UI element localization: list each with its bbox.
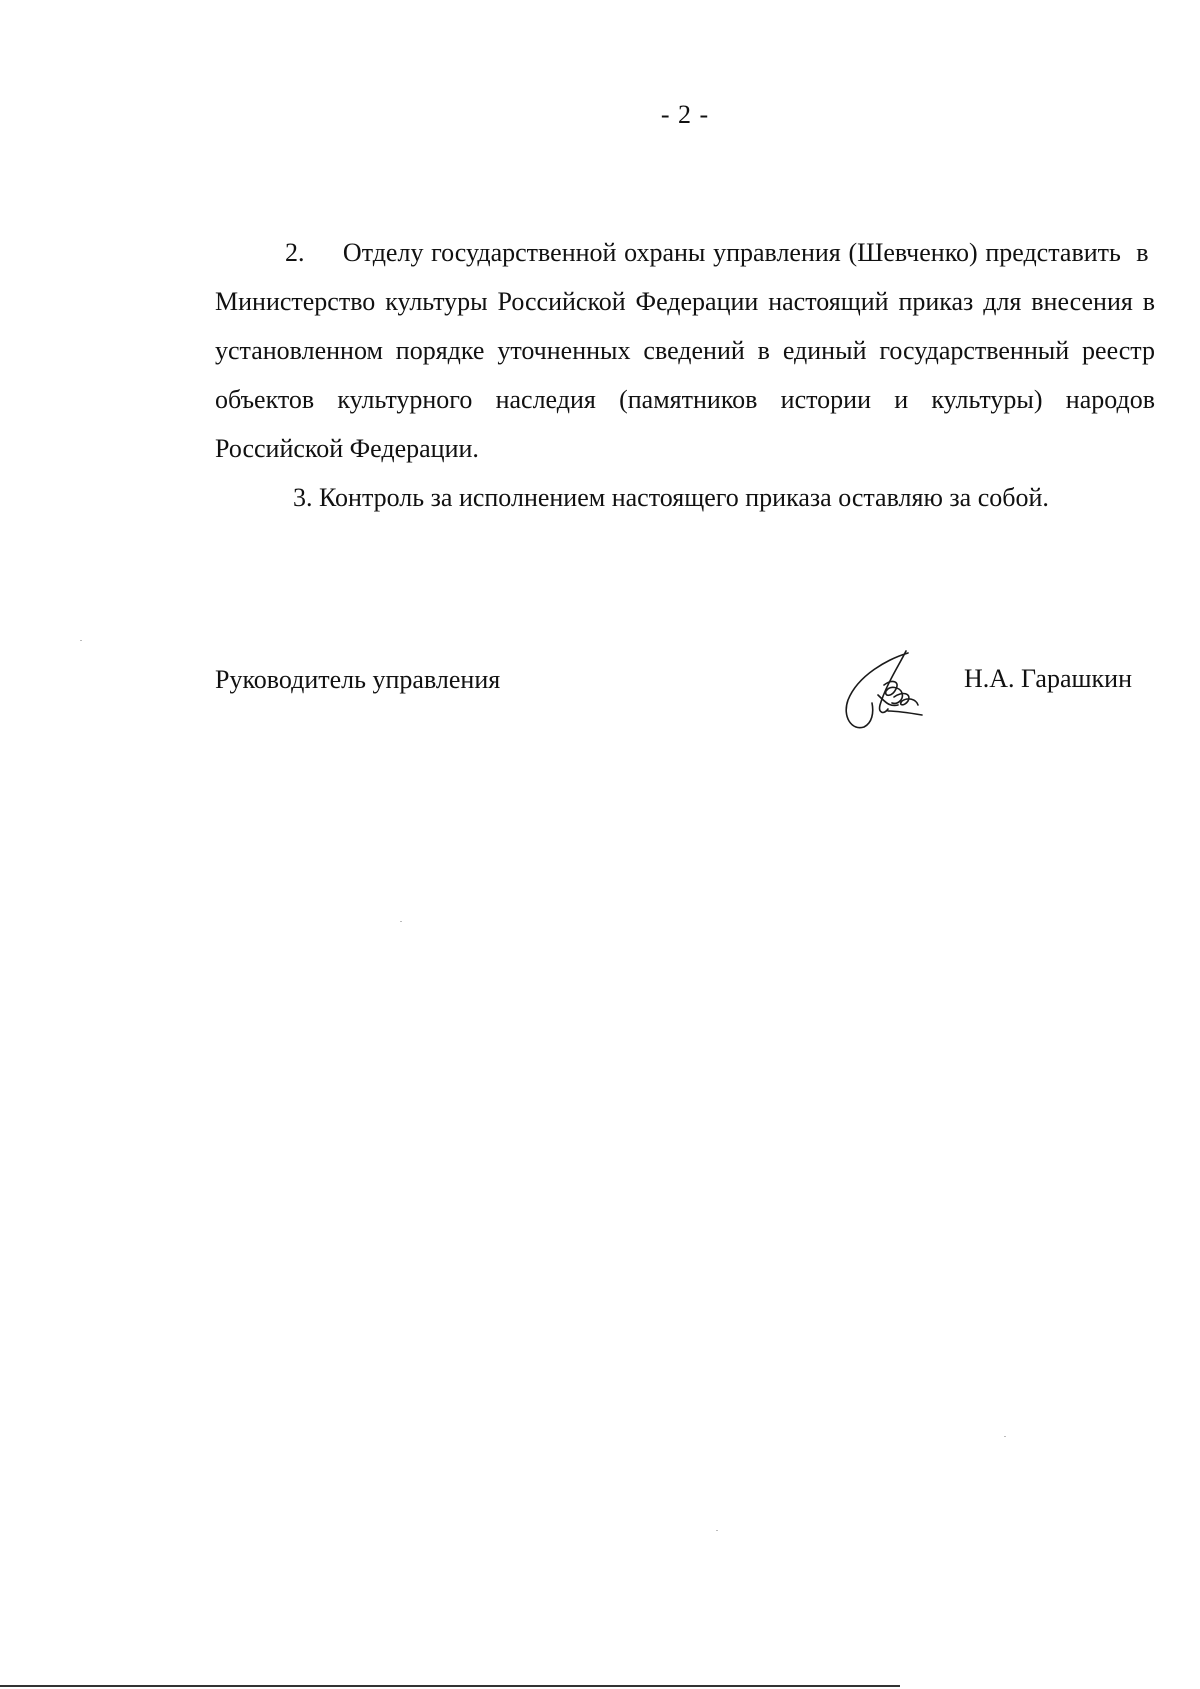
page-number: - 2 - (660, 100, 710, 129)
scan-speck (80, 640, 82, 641)
paragraph-3: 3. Контроль за исполнением настоящего приказа оставляю за собой. (293, 483, 1049, 512)
paragraph-2: 2. Отделу государственной охраны управления (Шевченко) представить в Министерство культуры Российской Федерации настоящий приказ для внесения в установленном порядке уточненных сведений в единый государственный реестр объектов культурного наследия (памятников истории и культуры) народов Российской Федерации. (215, 238, 1155, 463)
scan-speck (716, 1530, 718, 1531)
signatory-title: Руководитель управления (215, 665, 501, 694)
handwritten-signature-icon (828, 645, 928, 735)
scan-speck (400, 921, 402, 922)
document-body (215, 228, 1155, 522)
bottom-edge-line (0, 1685, 900, 1687)
signatory-name: Н.А. Гарашкин (964, 664, 1132, 693)
scan-speck (1004, 1436, 1006, 1437)
